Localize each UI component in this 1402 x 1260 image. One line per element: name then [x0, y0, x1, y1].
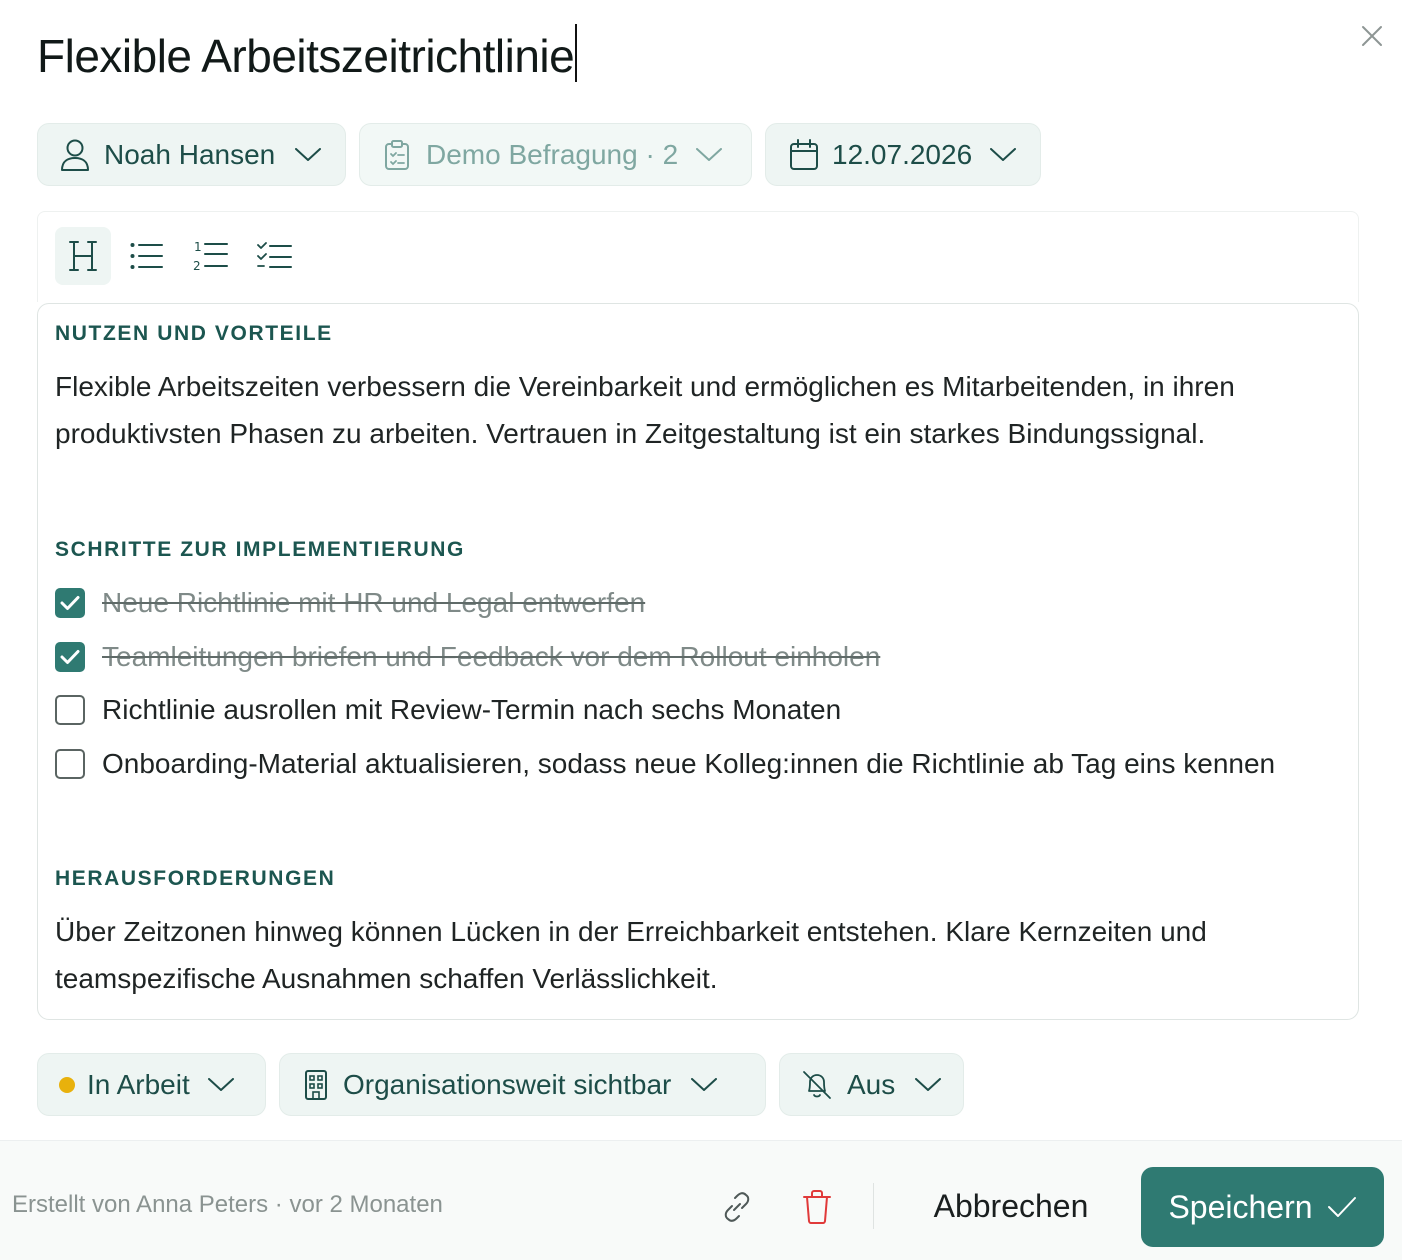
section-paragraph: Flexible Arbeitszeiten verbessern die Vereinbarkeit und ermöglichen es Mitarbeitenden, in ihren produktivsten Phasen zu arbeiten. Vertrauen in Zeitgestaltung ist ein starkes Bindungssignal.	[55, 371, 1235, 449]
task-checkbox[interactable]	[55, 749, 85, 779]
chevron-down-icon	[696, 148, 722, 162]
chevron-down-icon	[691, 1078, 717, 1092]
list-item	[55, 740, 1345, 787]
list-item	[55, 579, 1345, 626]
heading-button[interactable]	[55, 227, 111, 285]
checkmark-icon	[60, 649, 80, 665]
save-label: Speichern	[1168, 1188, 1313, 1225]
close-button[interactable]	[1356, 20, 1388, 52]
notifications-label: Aus	[847, 1068, 896, 1100]
section-paragraph: Über Zeitzonen hinweg können Lücken in der Erreichbarkeit entstehen. Klare Kernzeiten und teamspezifische Ausnahmen schaffen Verlässlichkeit.	[55, 916, 1207, 994]
task-text: Richtlinie ausrollen mit Review-Termin nach sechs Monaten	[102, 694, 842, 725]
svg-text:1: 1	[194, 240, 202, 254]
date-select[interactable]	[765, 123, 1041, 186]
check-icon	[1327, 1196, 1357, 1218]
task-text: Onboarding-Material aktualisieren, sodass neue Kolleg:innen die Richtlinie ab Tag eins kennen	[102, 748, 1276, 779]
task-text: Teamleitungen briefen und Feedback vor dem Rollout einholen	[102, 641, 881, 672]
checklist-icon	[257, 241, 293, 271]
cancel-button[interactable]: Abbrechen	[933, 1187, 1089, 1224]
delete-button[interactable]	[796, 1186, 838, 1228]
task-checkbox[interactable]	[55, 695, 85, 725]
section-heading: HERAUSFORDERUNGEN	[55, 867, 336, 890]
text-cursor	[575, 24, 577, 82]
chevron-down-icon	[295, 148, 321, 162]
editor-toolbar	[37, 211, 1359, 302]
list-item	[55, 633, 1345, 680]
page-title: Flexible Arbeitszeitrichtlinie	[37, 30, 575, 82]
editor-content[interactable]	[37, 303, 1359, 1020]
list-item	[55, 686, 1345, 733]
survey-label: Demo Befragung · 2	[426, 138, 679, 170]
status-select[interactable]	[37, 1053, 266, 1116]
numbered-list-button[interactable]	[183, 227, 239, 285]
heading-icon	[67, 240, 99, 272]
trash-icon	[802, 1189, 832, 1225]
close-icon	[1360, 24, 1384, 48]
visibility-label: Organisationsweit sichtbar	[343, 1068, 672, 1100]
status-label: In Arbeit	[87, 1068, 190, 1100]
checklist-button[interactable]	[247, 227, 303, 285]
owner-select[interactable]	[37, 123, 346, 186]
task-text: Neue Richtlinie mit HR und Legal entwerfen	[102, 587, 646, 618]
section-heading: SCHRITTE ZUR IMPLEMENTIERUNG	[55, 538, 465, 561]
bell-off-icon	[801, 1069, 833, 1101]
divider	[873, 1183, 874, 1229]
copy-link-button[interactable]	[716, 1186, 758, 1228]
section-heading: NUTZEN UND VORTEILE	[55, 322, 333, 345]
status-dot-icon	[59, 1077, 75, 1093]
numbered-list-icon	[193, 240, 229, 272]
chevron-down-icon	[915, 1078, 941, 1092]
task-checkbox[interactable]	[55, 588, 85, 618]
checkmark-icon	[60, 595, 80, 611]
modal-footer	[0, 1140, 1402, 1260]
link-icon	[720, 1190, 754, 1224]
user-icon	[60, 138, 90, 172]
chevron-down-icon	[990, 148, 1016, 162]
created-meta: Erstellt von Anna Peters · vor 2 Monaten	[12, 1191, 443, 1218]
building-icon	[304, 1069, 328, 1101]
task-checkbox[interactable]	[55, 642, 85, 672]
svg-text:2: 2	[193, 259, 201, 272]
bullet-list-button[interactable]	[119, 227, 175, 285]
save-button[interactable]	[1141, 1167, 1384, 1247]
title-input[interactable]	[37, 24, 577, 86]
chevron-down-icon	[208, 1078, 234, 1092]
status-dot	[59, 1077, 75, 1093]
visibility-select[interactable]	[279, 1053, 766, 1116]
notifications-select[interactable]	[779, 1053, 964, 1116]
owner-label: Noah Hansen	[104, 138, 276, 170]
survey-select[interactable]	[359, 123, 752, 186]
clipboard-icon	[384, 139, 410, 171]
date-label: 12.07.2026	[832, 138, 973, 170]
calendar-icon	[789, 139, 819, 171]
bullet-list-icon	[130, 242, 164, 270]
